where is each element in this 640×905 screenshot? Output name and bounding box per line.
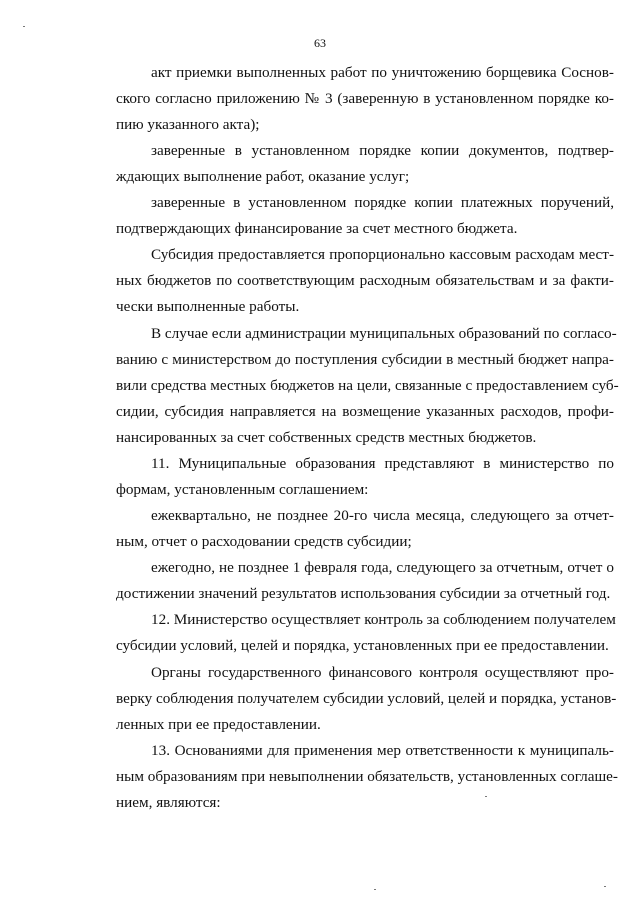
text-line: формам, установленным соглашением:	[116, 481, 369, 498]
text-line: ным, отчет о расходовании средств субсидии;	[116, 533, 412, 550]
text-line: 11. Муниципальные образования представляют в министерство по	[151, 455, 614, 472]
text-line: акт приемки выполненных работ по уничтожению борщевика Соснов-	[151, 64, 614, 81]
text-line: Субсидия предоставляется пропорционально кассовым расходам мест-	[151, 246, 614, 263]
text-line: ванию с министерством до поступления субсидии в местный бюджет напра-	[116, 351, 614, 368]
text-line: ных бюджетов по соответствующим расходным обязательствам и за факти-	[116, 272, 614, 289]
text-line: достижении значений результатов использования субсидии за отчетный год.	[116, 585, 611, 602]
scan-speck	[604, 886, 606, 887]
text-line: ежегодно, не позднее 1 февраля года, следующего за отчетным, отчет о	[151, 559, 614, 576]
text-line: вили средства местных бюджетов на цели, связанные с предоставлением суб-	[116, 377, 619, 394]
text-line: 13. Основаниями для применения мер ответственности к муниципаль-	[151, 742, 614, 759]
text-line: ского согласно приложению № 3 (заверенную в установленном порядке ко-	[116, 90, 614, 107]
text-line: В случае если администрации муниципальных образований по согласо-	[151, 325, 617, 342]
text-line: 12. Министерство осуществляет контроль за соблюдением получателем	[151, 611, 616, 628]
text-line: пию указанного акта);	[116, 116, 260, 133]
scan-speck	[23, 26, 25, 27]
text-line: сидии, субсидия направляется на возмещение указанных расходов, профи-	[116, 403, 614, 420]
text-line: заверенные в установленном порядке копии документов, подтвер-	[151, 142, 614, 159]
text-line: чески выполненные работы.	[116, 298, 300, 315]
page-number: 63	[314, 36, 326, 50]
text-line: Органы государственного финансового контроля осуществляют про-	[151, 664, 614, 681]
text-line: ленных при ее предоставлении.	[116, 716, 321, 733]
text-line: нием, являются:	[116, 794, 221, 811]
scan-speck	[374, 889, 376, 890]
text-line: подтверждающих финансирование за счет местного бюджета.	[116, 220, 518, 237]
text-line: заверенные в установленном порядке копии платежных поручений,	[151, 194, 614, 211]
text-line: нансированных за счет собственных средств местных бюджетов.	[116, 429, 537, 446]
scan-speck	[485, 796, 487, 797]
text-line: субсидии условий, целей и порядка, установленных при ее предоставлении.	[116, 637, 609, 654]
text-line: верку соблюдения получателем субсидии условий, целей и порядка, установ-	[116, 690, 617, 707]
text-line: ждающих выполнение работ, оказание услуг;	[116, 168, 410, 185]
text-line: ежеквартально, не позднее 20-го числа месяца, следующего за отчет-	[151, 507, 614, 524]
text-line: ным образованиям при невыполнении обязательств, установленных соглаше-	[116, 768, 618, 785]
